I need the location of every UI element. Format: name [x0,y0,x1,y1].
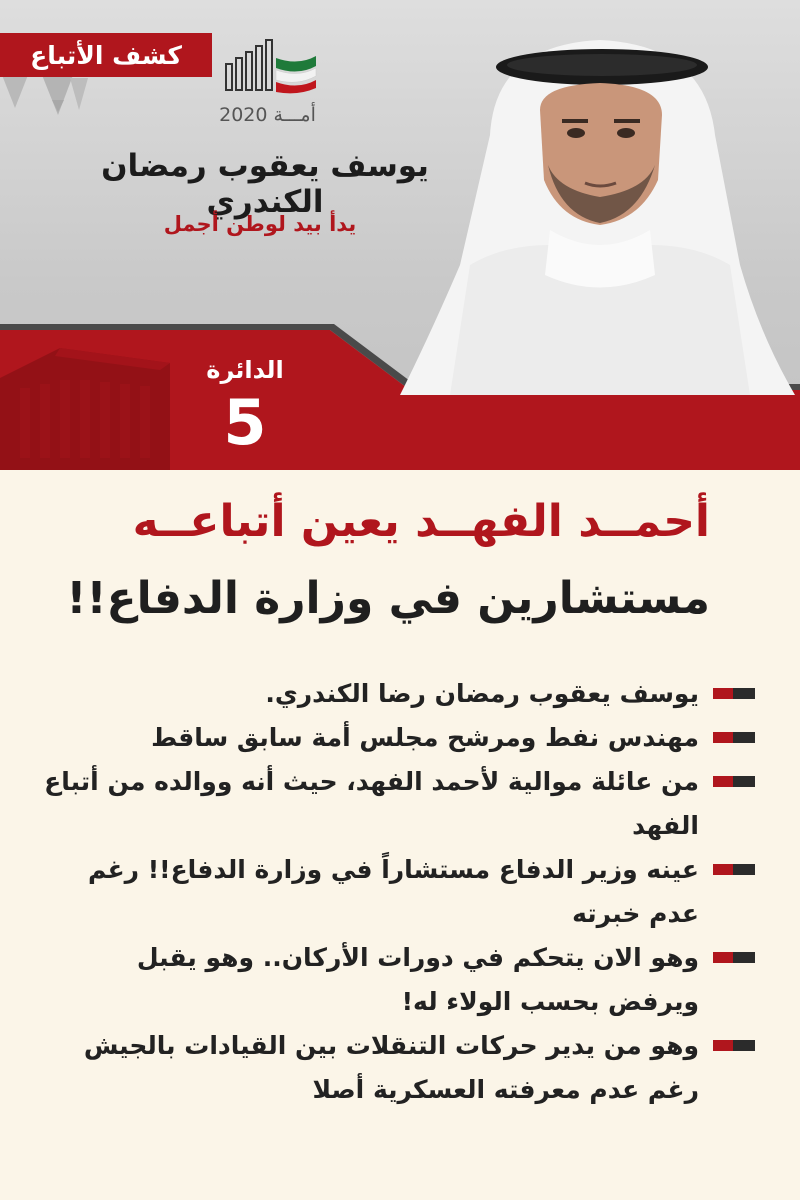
parliament-logo-icon [218,36,318,96]
list-item-text: عينه وزير الدفاع مستشاراً في وزارة الدفاع!! رغم عدم خبرته [87,855,699,928]
list-item-text: يوسف يعقوب رمضان رضا الكندري. [265,679,699,708]
list-item-text: وهو من يدير حركات التنقلات بين القيادات بالجيش رغم عدم معرفته العسكرية أصلا [83,1031,699,1104]
header-banner [0,0,800,470]
bullet-mark-icon [713,776,755,787]
district-label: الدائرة [206,356,284,384]
headline-line-2: مستشارين في وزارة الدفاع!! [66,573,710,624]
list-item [40,672,755,716]
bullet-mark-icon [713,1040,755,1051]
bullet-mark-icon [713,732,755,743]
list-item [40,1024,755,1112]
list-item [40,848,755,936]
bullet-mark-icon [713,864,755,875]
candidate-portrait [400,15,795,395]
decorative-triangles [0,70,140,130]
list-item-text: من عائلة موالية لأحمد الفهد، حيث أنه ووالده من أتباع الفهد [44,767,699,840]
section-badge: كشف الأتباع [0,33,212,77]
bullet-list [40,672,755,1112]
candidate-name: يوسف يعقوب رمضان الكندري [101,148,429,220]
list-item [40,760,755,848]
district-number: 5 [223,386,267,459]
list-item-text: مهندس نفط ومرشح مجلس أمة سابق ساقط [151,723,699,752]
list-item [40,936,755,1024]
headline-line-1: أحمــد الفهــد يعين أتباعــه [132,496,710,547]
list-item-text: وهو الان يتحكم في دورات الأركان.. وهو يقبل ويرفض بحسب الولاء له! [136,943,699,1016]
logo-year: أمـــة 2020 [219,104,316,126]
bullet-mark-icon [713,688,755,699]
campaign-slogan: يدأ بيد لوطن أجمل [163,212,357,236]
list-item [40,716,755,760]
bullet-mark-icon [713,952,755,963]
